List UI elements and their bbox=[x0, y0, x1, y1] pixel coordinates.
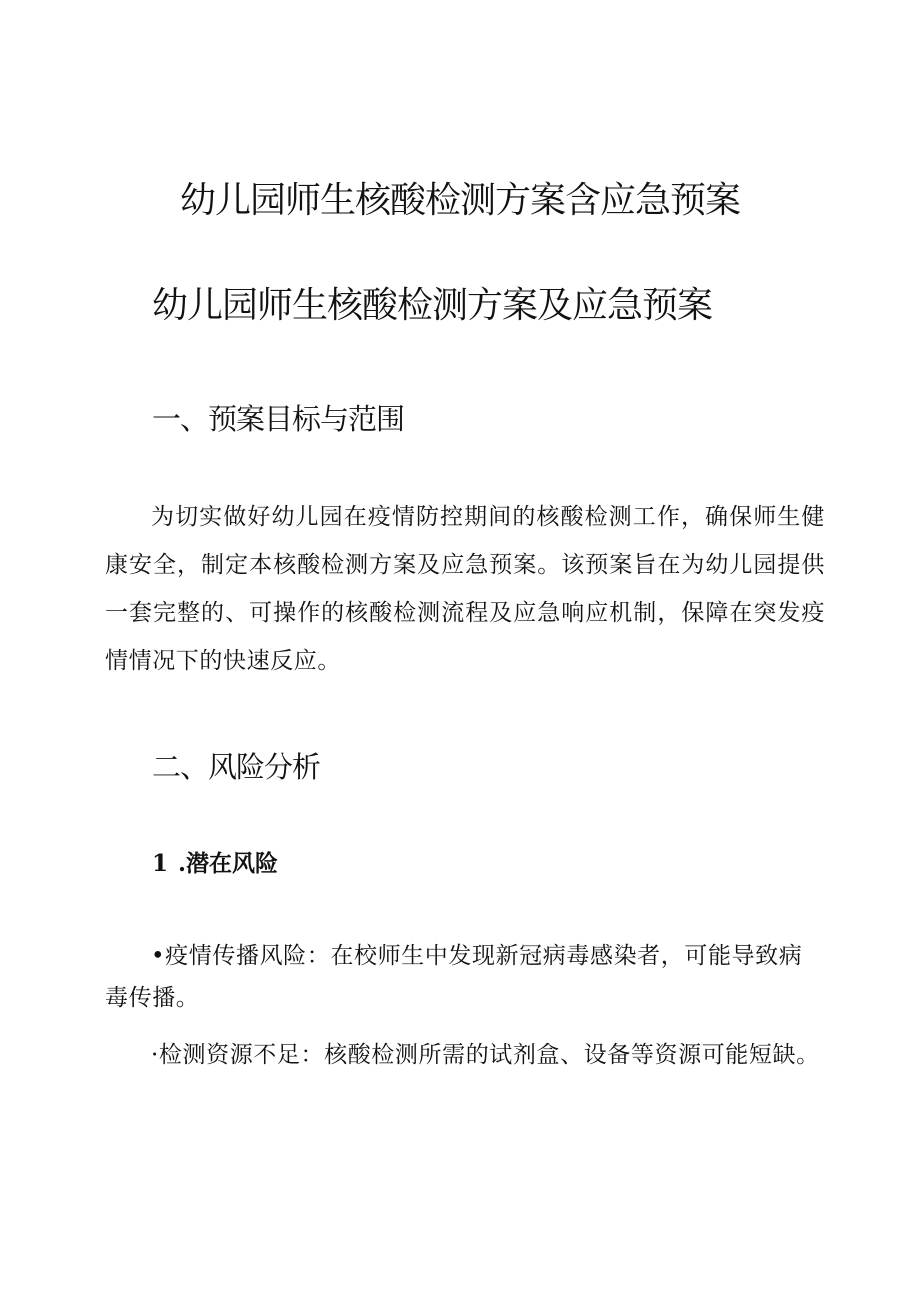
section-heading-2: 二、风险分析 bbox=[152, 750, 321, 784]
list-item: •疫情传播风险：在校师生中发现新冠病毒感染者，可能导致病毒传播。 bbox=[105, 943, 803, 1011]
document-subtitle: 幼儿园师生核酸检测方案及应急预案 bbox=[152, 285, 713, 326]
subsection-number: 1 bbox=[152, 850, 169, 877]
document-title: 幼儿园师生核酸检测方案含应急预案 bbox=[179, 180, 740, 221]
section-heading-1: 一、预案目标与范围 bbox=[152, 402, 405, 436]
list-item: ·检测资源不足：核酸检测所需的试剂盒、设备等资源可能短缺。 bbox=[151, 1042, 820, 1068]
subsection-title: .潜在风险 bbox=[178, 850, 279, 877]
section-1-paragraph: 为切实做好幼儿园在疫情防控期间的核酸检测工作，确保师生健康安全，制定本核酸检测方案及应急预案。该预案旨在为幼儿园提供一套完整的、可操作的核酸检测流程及应急响应机制，保障在突发疫情情况下的快速反应。 bbox=[105, 504, 825, 674]
subsection-heading bbox=[152, 846, 278, 882]
